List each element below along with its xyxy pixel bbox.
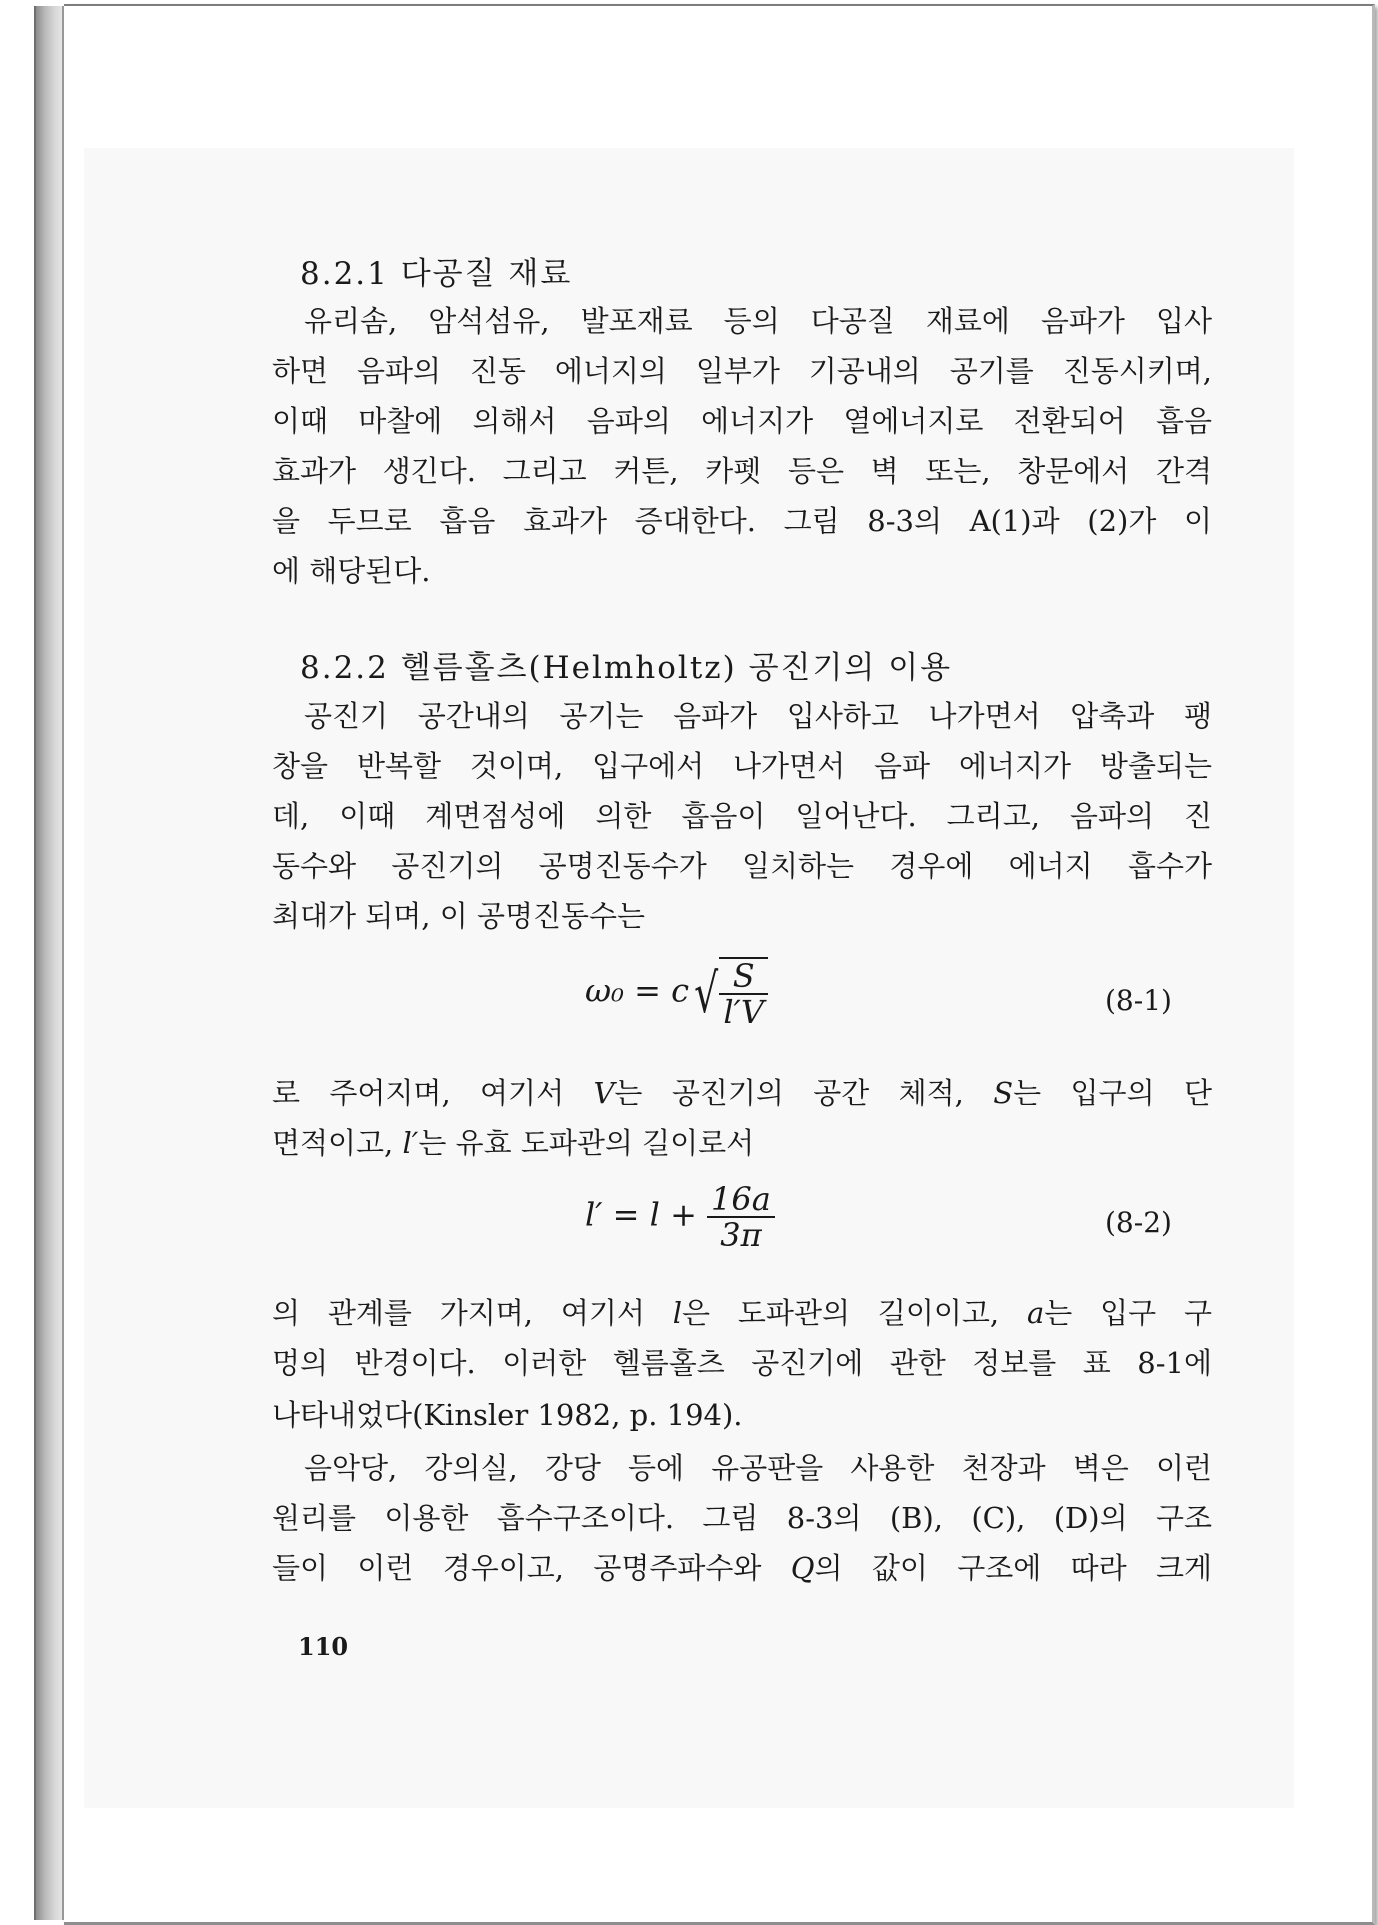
text-run: 면적이고, xyxy=(272,1126,403,1160)
body-line: 창을 반복할 것이며, 입구에서 나가면서 음파 에너지가 방출되는 xyxy=(272,749,1212,783)
text-run: 의 관계를 가지며, 여기서 xyxy=(272,1296,673,1330)
text-run: 로 주어지며, 여기서 xyxy=(272,1076,594,1110)
equation-denominator: l′V xyxy=(723,993,765,1031)
equation-fraction xyxy=(719,957,768,1029)
body-line: 멍의 반경이다. 이러한 헬름홀츠 공진기에 관한 정보를 표 8-1에 xyxy=(272,1346,1212,1380)
section-heading-8-2-2: 8.2.2 헬름홀츠(Helmholtz) 공진기의 이용 xyxy=(300,650,953,686)
section-heading-8-2-1: 8.2.1 다공질 재료 xyxy=(300,256,573,292)
body-line: 에 해당된다. xyxy=(272,554,431,588)
equation-number: (8-2) xyxy=(1105,1206,1172,1239)
body-line: 최대가 되며, 이 공명진동수는 xyxy=(272,899,646,933)
body-line: 데, 이때 계면점성에 의한 흡음이 일어난다. 그리고, 음파의 진 xyxy=(272,799,1212,833)
body-line: 공진기 공간내의 공기는 음파가 입사하고 나가면서 압축과 팽 xyxy=(304,699,1212,733)
math-symbol: a xyxy=(1026,1296,1045,1330)
page-number: 110 xyxy=(298,1632,349,1661)
math-symbol: V xyxy=(593,1076,615,1110)
body-line xyxy=(272,1546,1212,1587)
body-line xyxy=(272,1291,1212,1332)
body-line: 원리를 이용한 흡수구조이다. 그림 8-3의 (B), (C), (D)의 구조 xyxy=(272,1501,1212,1535)
body-line: 나타내었다(Kinsler 1982, p. 194). xyxy=(272,1398,743,1432)
sqrt-symbol: √ xyxy=(694,961,719,1025)
body-line: 이때 마찰에 의해서 음파의 에너지가 열에너지로 전환되어 흡음 xyxy=(272,404,1212,438)
equation-lhs: ω₀ = c xyxy=(585,971,689,1010)
equation-number: (8-1) xyxy=(1105,984,1172,1017)
text-run: 는 공진기의 공간 체적, xyxy=(614,1076,994,1110)
body-line: 유리솜, 암석섬유, 발포재료 등의 다공질 재료에 음파가 입사 xyxy=(304,304,1212,338)
equation-denominator: 3π xyxy=(720,1216,762,1254)
math-symbol: S xyxy=(993,1076,1014,1110)
body-line: 음악당, 강의실, 강당 등에 유공판을 사용한 천장과 벽은 이런 xyxy=(304,1451,1212,1485)
math-symbol: l xyxy=(672,1296,683,1330)
text-run: 는 입구 구 xyxy=(1044,1296,1213,1330)
math-symbol: l′ xyxy=(402,1126,419,1160)
equation-fraction xyxy=(707,1182,775,1252)
body-line: 동수와 공진기의 공명진동수가 일치하는 경우에 에너지 흡수가 xyxy=(272,849,1212,883)
equation-numerator: S xyxy=(719,959,768,995)
text-run: 는 유효 도파관의 길이로서 xyxy=(418,1126,755,1160)
text-run: 는 입구의 단 xyxy=(1013,1076,1212,1110)
text-run: 의 값이 구조에 따라 크게 xyxy=(814,1551,1212,1585)
equation-lhs: l′ = l + xyxy=(585,1195,708,1234)
text-run: 은 도파관의 길이이고, xyxy=(682,1296,1027,1330)
math-symbol: Q xyxy=(790,1551,815,1585)
body-line xyxy=(272,1121,1212,1162)
equation-numerator: 16a xyxy=(707,1182,775,1218)
text-run: 들이 이런 경우이고, 공명주파수와 xyxy=(272,1551,791,1585)
body-line: 을 두므로 흡음 효과가 증대한다. 그림 8-3의 A(1)과 (2)가 이 xyxy=(272,504,1212,538)
body-line: 효과가 생긴다. 그리고 커튼, 카펫 등은 벽 또는, 창문에서 간격 xyxy=(272,454,1212,488)
equation-8-2 xyxy=(585,1182,775,1252)
equation-8-1 xyxy=(585,957,768,1029)
body-line: 하면 음파의 진동 에너지의 일부가 기공내의 공기를 진동시키며, xyxy=(272,354,1212,388)
body-line xyxy=(272,1071,1212,1112)
